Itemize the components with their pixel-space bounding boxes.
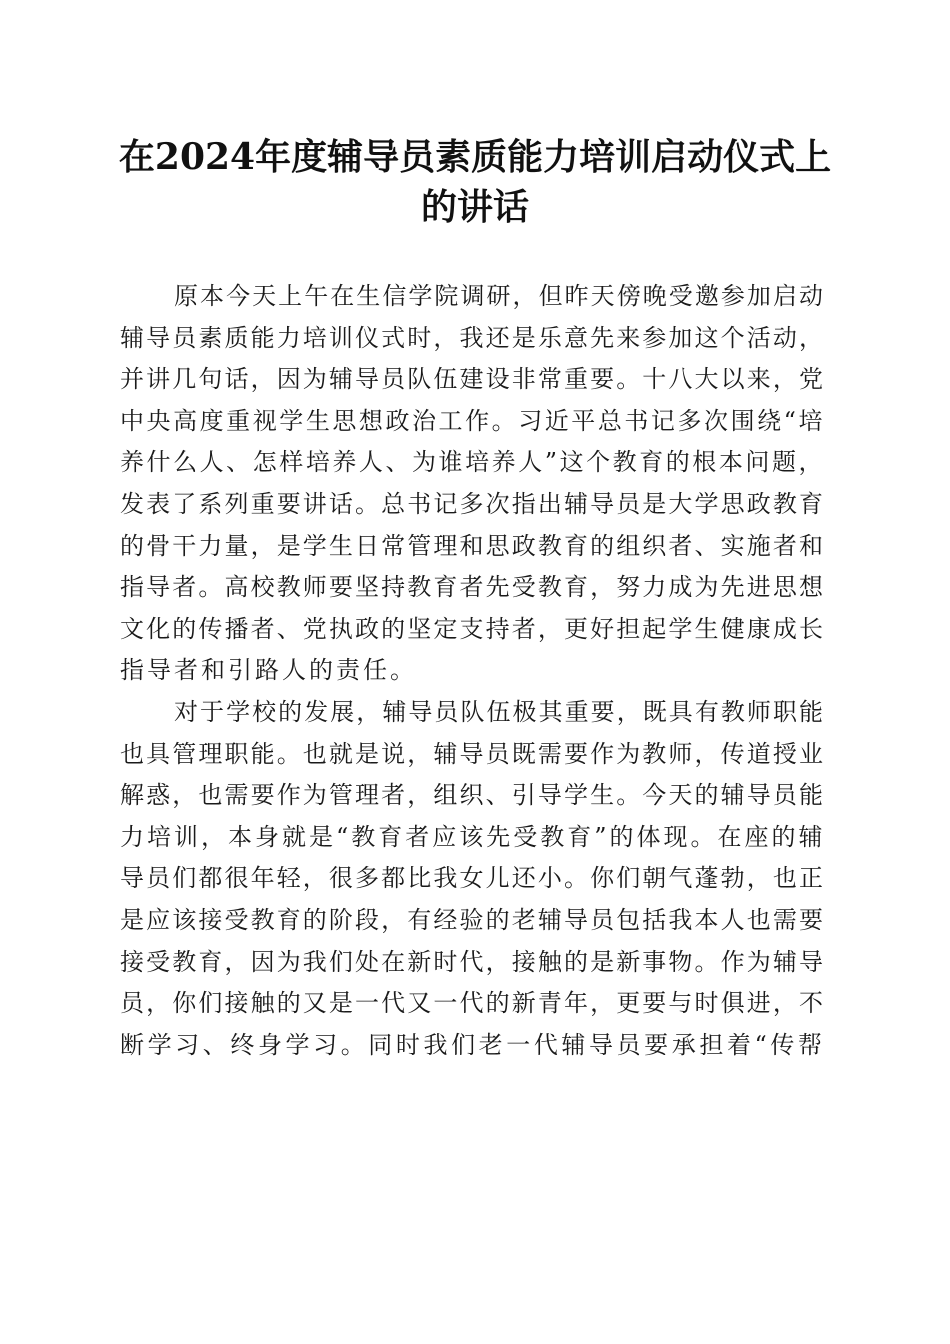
text-line: 导员们都很年轻，很多都比我女儿还小。你们朝气蓬勃，也正 <box>120 864 825 893</box>
text-line: 解惑，也需要作为管理者，组织、引导学生。今天的辅导员能 <box>120 781 825 810</box>
paragraph-1 <box>120 276 825 692</box>
title-line-2: 的讲话 <box>420 186 529 228</box>
text-line: 的骨干力量，是学生日常管理和思政教育的组织者、实施者和 <box>120 531 825 560</box>
text-line: 力培训，本身就是“教育者应该先受教育”的体现。在座的辅 <box>120 822 826 851</box>
text-line: 辅导员素质能力培训仪式时，我还是乐意先来参加这个活动， <box>120 323 825 352</box>
title-line-1: 在2024年度辅导员素质能力培训启动仪式上 <box>118 136 832 178</box>
text-line: 指导者和引路人的责任。 <box>120 656 417 685</box>
document-title <box>110 132 840 232</box>
text-line: 对于学校的发展，辅导员队伍极其重要，既具有教师职能 <box>174 697 825 726</box>
document-body <box>120 276 825 1066</box>
paragraph-2 <box>120 692 825 1066</box>
text-line: 接受教育，因为我们处在新时代，接触的是新事物。作为辅导 <box>120 947 825 976</box>
text-line: 文化的传播者、党执政的坚定支持者，更好担起学生健康成长 <box>120 614 825 643</box>
text-line: 并讲几句话，因为辅导员队伍建设非常重要。十八大以来，党 <box>120 365 825 394</box>
text-line: 发表了系列重要讲话。总书记多次指出辅导员是大学思政教育 <box>120 489 825 518</box>
text-line: 中央高度重视学生思想政治工作。习近平总书记多次围绕“培 <box>120 406 825 435</box>
text-line: 养什么人、怎样培养人、为谁培养人”这个教育的根本问题， <box>120 448 825 477</box>
text-line: 断学习、终身学习。同时我们老一代辅导员要承担着“传帮 <box>120 1030 825 1059</box>
text-line: 指导者。高校教师要坚持教育者先受教育，努力成为先进思想 <box>120 573 825 602</box>
text-line: 原本今天上午在生信学院调研，但昨天傍晚受邀参加启动 <box>174 282 825 310</box>
text-line: 是应该接受教育的阶段，有经验的老辅导员包括我本人也需要 <box>120 905 825 934</box>
text-line: 员，你们接触的又是一代又一代的新青年，更要与时俱进，不 <box>120 989 825 1018</box>
text-line: 也具管理职能。也就是说，辅导员既需要作为教师，传道授业 <box>120 739 825 768</box>
